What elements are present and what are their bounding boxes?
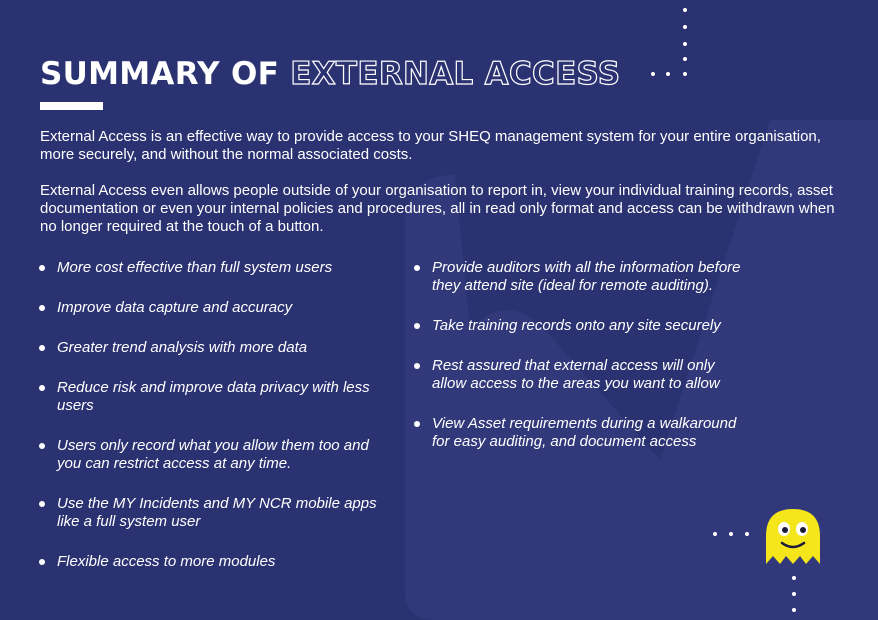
- title-underline: [40, 102, 103, 110]
- list-item: View Asset requirements during a walkaround for easy auditing, and document access: [414, 415, 744, 451]
- list-item: Rest assured that external access will only allow access to the areas you want to allow: [414, 357, 744, 393]
- list-item: Take training records onto any site securely: [414, 317, 744, 335]
- title-outline: EXTERNAL ACCESS: [290, 56, 621, 92]
- title-solid: SUMMARY OF: [40, 56, 280, 92]
- list-item: Use the MY Incidents and MY NCR mobile apps like a full system user: [39, 495, 389, 531]
- ghost-mascot-icon: [762, 506, 824, 566]
- list-item: More cost effective than full system users: [39, 259, 389, 277]
- intro-paragraph-1: External Access is an effective way to provide access to your SHEQ management system for your entire organisation, more securely, and without the normal associated costs.: [40, 128, 821, 163]
- list-item: Users only record what you allow them too and you can restrict access at any time.: [39, 437, 389, 473]
- list-item: Improve data capture and accuracy: [39, 299, 389, 317]
- page-title: [40, 56, 620, 92]
- list-item: Provide auditors with all the information before they attend site (ideal for remote auditing).: [414, 259, 744, 295]
- list-item: Greater trend analysis with more data: [39, 339, 389, 357]
- benefits-list-left: [39, 259, 389, 593]
- list-item: Flexible access to more modules: [39, 553, 389, 571]
- list-item: Reduce risk and improve data privacy with less users: [39, 379, 389, 415]
- intro-paragraph-2: External Access even allows people outside of your organisation to report in, view your individual training records, asset documentation or even your internal policies and procedures, all in read only format and access can be withdrawn when no longer required at the touch of a button.: [40, 182, 835, 235]
- benefits-list-right: [414, 259, 744, 473]
